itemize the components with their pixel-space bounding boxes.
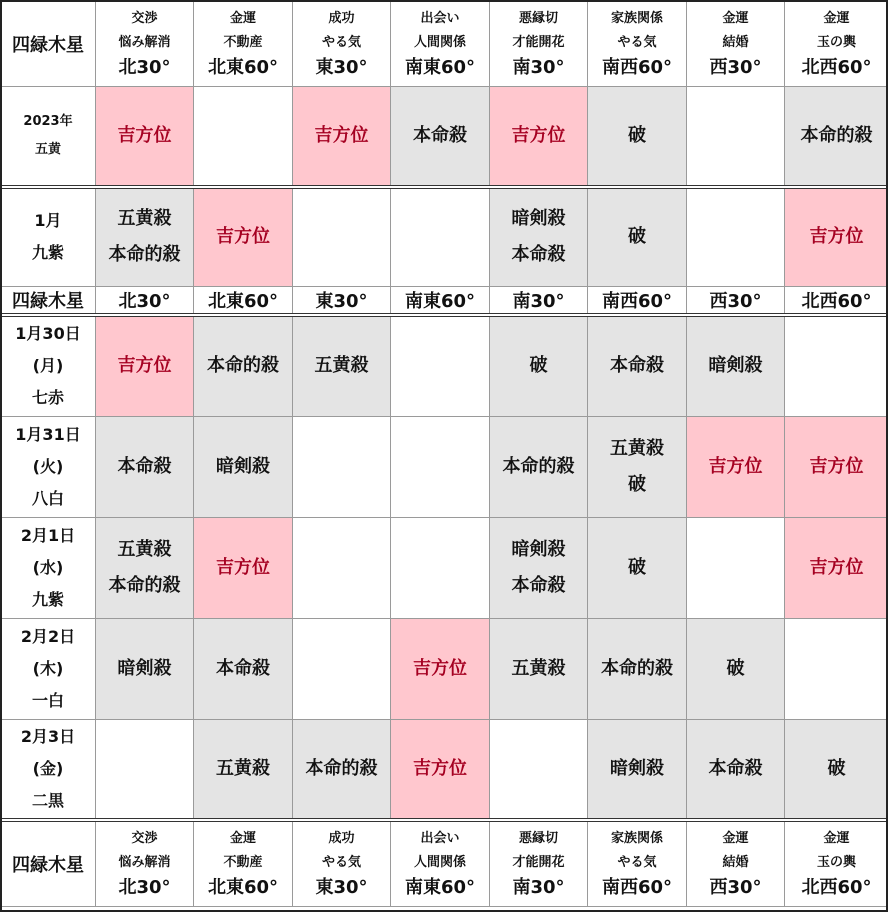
direction-degree: 南西60°: [601, 876, 673, 898]
purpose-line-1: 成功: [328, 10, 355, 26]
fortune-text: 暗剣殺: [708, 355, 763, 377]
fortune-text: 吉方位: [809, 226, 864, 248]
fortune-text: 本命殺: [511, 244, 566, 266]
fortune-text: 破: [726, 657, 745, 679]
purpose-line-1: 交渉: [131, 10, 158, 26]
row-label-line: 1月30日: [15, 324, 81, 344]
purpose-line-2: 玉の輿: [816, 34, 856, 50]
row-label-line: 八白: [31, 488, 64, 508]
purpose-line-2: 才能開花: [512, 34, 565, 50]
fortune-text: 本命的殺: [108, 574, 181, 596]
purpose-line-1: 家族関係: [610, 830, 663, 846]
direction-degree: 東30°: [315, 56, 368, 78]
fortune-text: 本命殺: [511, 574, 566, 596]
direction-degree: 西30°: [709, 876, 762, 898]
fortune-text: 本命的殺: [502, 455, 575, 477]
purpose-line-2: やる気: [321, 854, 361, 870]
purpose-line-2: 結婚: [722, 854, 749, 870]
row-label-line: (水): [32, 557, 64, 577]
fortune-text: 暗剣殺: [216, 455, 270, 477]
direction-degree: 北30°: [118, 876, 171, 898]
row-label-line: 2月1日: [20, 525, 76, 545]
fortune-text: 吉方位: [216, 226, 270, 248]
fortune-text: 破: [628, 226, 646, 248]
purpose-line-1: 悪縁切: [518, 10, 558, 26]
direction-degree: 東30°: [315, 876, 368, 898]
fortune-text: 本命殺: [216, 657, 270, 679]
purpose-line-1: 出会い: [420, 830, 460, 846]
row-label-line: 九紫: [31, 589, 64, 609]
fortune-text: 破: [529, 355, 548, 377]
row-label-line: (金): [32, 758, 64, 778]
direction-degree: 南東60°: [404, 56, 476, 78]
direction-degree: 南西60°: [588, 287, 687, 316]
row-label-line: 五黄: [34, 141, 61, 157]
direction-degree: 西30°: [709, 56, 762, 78]
purpose-line-2: 結婚: [722, 34, 749, 50]
purpose-line-2: 悩み解消: [118, 34, 171, 50]
purpose-line-1: 金運: [722, 10, 749, 26]
fortune-text: 吉方位: [117, 355, 172, 377]
fortune-text: 吉方位: [413, 657, 467, 679]
purpose-line-2: やる気: [617, 34, 657, 50]
fortune-text: 吉方位: [314, 124, 369, 146]
direction-degree: 北東60°: [207, 876, 279, 898]
direction-degree: 北西60°: [801, 876, 872, 898]
fortune-text: 本命殺: [413, 124, 467, 146]
purpose-line-2: やる気: [617, 854, 657, 870]
row-label-line: 九紫: [31, 243, 64, 263]
purpose-line-1: 金運: [722, 830, 749, 846]
fortune-text: 破: [628, 556, 646, 578]
fortune-text: 吉方位: [117, 124, 172, 146]
row-label-line: 二黒: [31, 790, 64, 810]
direction-degree: 南東60°: [404, 876, 476, 898]
direction-degree: 北30°: [96, 287, 194, 316]
row-label-line: 2月2日: [20, 626, 76, 646]
fortune-text: 暗剣殺: [511, 208, 566, 230]
fortune-text: 本命殺: [117, 455, 172, 477]
star-label: 四緑木星: [1, 287, 96, 316]
fortune-text: 五黄殺: [511, 657, 566, 679]
direction-degree: 北西60°: [785, 287, 888, 316]
direction-degree: 南30°: [512, 876, 565, 898]
purpose-line-1: 家族関係: [610, 10, 663, 26]
direction-degree: 南西60°: [601, 56, 673, 78]
row-label-line: 七赤: [31, 388, 64, 408]
fortune-text: 五黄殺: [314, 355, 369, 377]
fortune-text: 吉方位: [216, 556, 270, 578]
direction-degree: 西30°: [687, 287, 785, 316]
fortune-text: 破: [628, 124, 646, 146]
purpose-line-2: 人間関係: [413, 854, 466, 870]
fortune-text: 吉方位: [413, 757, 467, 779]
fortune-text: 五黄殺: [117, 538, 172, 560]
fortune-text: 本命的殺: [207, 355, 279, 377]
fortune-text: 破: [827, 757, 846, 779]
fortune-text: 本命殺: [610, 355, 664, 377]
fortune-text: 本命的殺: [305, 757, 378, 779]
purpose-line-2: 才能開花: [512, 854, 565, 870]
purpose-line-2: 人間関係: [413, 34, 466, 50]
fortune-text: 暗剣殺: [610, 757, 664, 779]
purpose-line-2: 不動産: [223, 854, 263, 870]
direction-degree: 北東60°: [194, 287, 293, 316]
row-label-line: 2023年: [23, 113, 73, 129]
direction-degree: 南30°: [490, 287, 588, 316]
fortune-text: 本命的殺: [800, 124, 873, 146]
fortune-text: 本命的殺: [108, 244, 181, 266]
star-label: 四緑木星: [1, 1, 96, 87]
fortune-text: 五黄殺: [610, 437, 664, 459]
direction-degree: 東30°: [293, 287, 391, 316]
fortune-text: 吉方位: [708, 455, 763, 477]
row-label-line: (木): [32, 658, 64, 678]
fortune-text: 暗剣殺: [117, 657, 172, 679]
direction-degree: 南東60°: [391, 287, 490, 316]
purpose-line-1: 成功: [328, 830, 355, 846]
purpose-line-2: やる気: [321, 34, 361, 50]
purpose-line-1: 悪縁切: [518, 830, 558, 846]
fortune-text: 本命的殺: [601, 657, 673, 679]
direction-degree: 北東60°: [207, 56, 279, 78]
direction-degree: 北西60°: [801, 56, 872, 78]
fortune-text: 吉方位: [511, 124, 566, 146]
star-label: 四緑木星: [1, 820, 96, 906]
fortune-text: 本命殺: [708, 757, 763, 779]
fortune-text: 吉方位: [809, 556, 864, 578]
purpose-line-2: 不動産: [223, 34, 263, 50]
row-label-line: (火): [32, 456, 64, 476]
fortune-text: 暗剣殺: [511, 538, 566, 560]
row-label-line: 1月: [34, 211, 62, 231]
purpose-line-1: 交渉: [131, 830, 158, 846]
purpose-line-2: 玉の輿: [816, 854, 856, 870]
purpose-line-1: 出会い: [420, 10, 460, 26]
row-label-line: 2月3日: [20, 726, 76, 746]
fortune-text: 吉方位: [809, 455, 864, 477]
fortune-text: 五黄殺: [117, 208, 172, 230]
purpose-line-1: 金運: [823, 830, 850, 846]
row-label-line: (月): [32, 356, 64, 376]
row-label-line: 一白: [31, 690, 64, 710]
purpose-line-1: 金運: [229, 830, 256, 846]
purpose-line-1: 金運: [229, 10, 256, 26]
direction-degree: 北30°: [118, 56, 171, 78]
purpose-line-1: 金運: [823, 10, 850, 26]
fortune-text: 破: [628, 473, 646, 495]
purpose-line-2: 悩み解消: [118, 854, 171, 870]
row-label-line: 1月31日: [15, 424, 81, 444]
fortune-text: 五黄殺: [216, 757, 270, 779]
direction-degree: 南30°: [512, 56, 565, 78]
